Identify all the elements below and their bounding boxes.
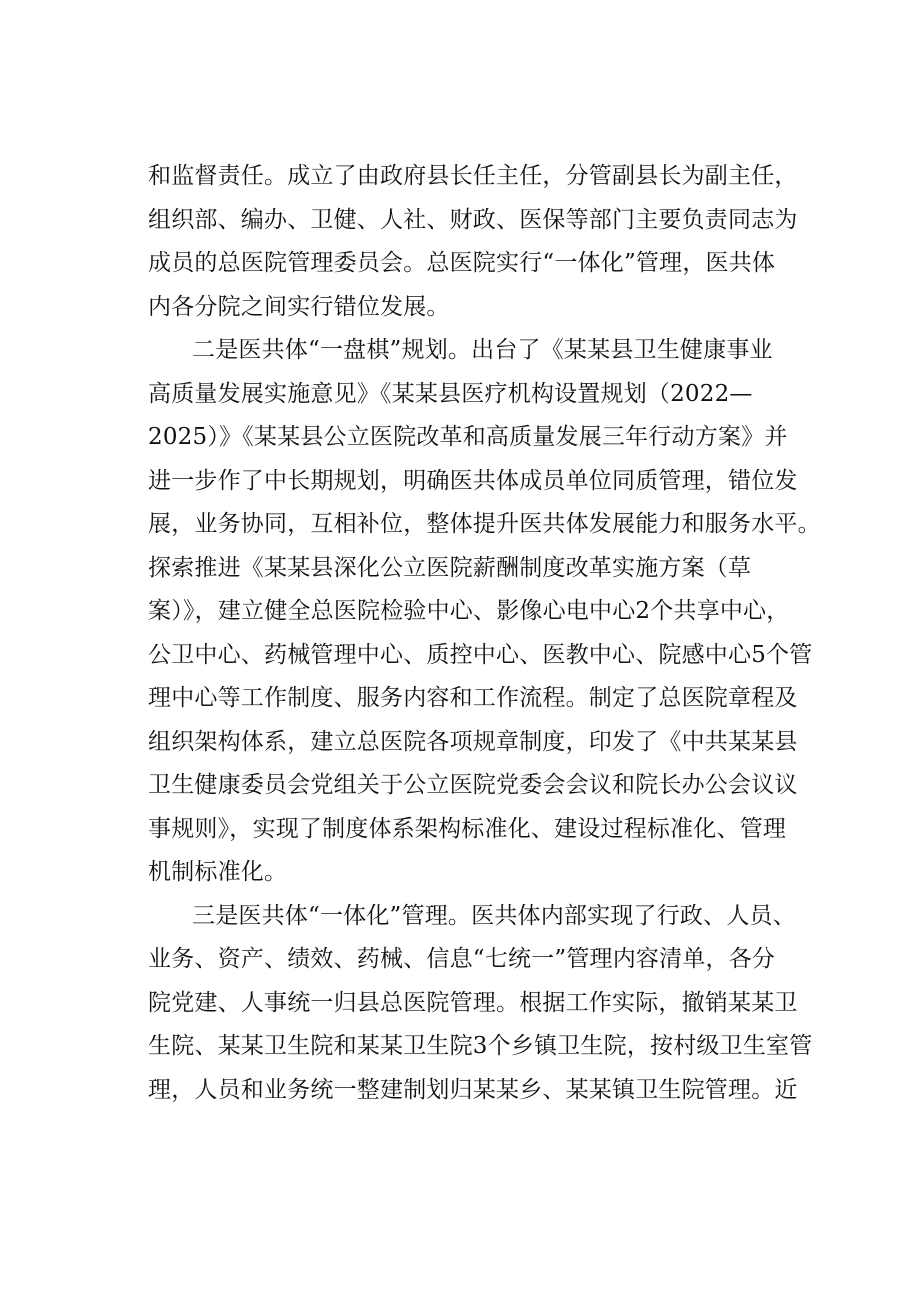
paragraph-2 bbox=[148, 329, 821, 895]
text-line: 进一步作了中长期规划，明确医共体成员单位同质管理，错位发 bbox=[148, 467, 798, 494]
text-line: 成员的总医院管理委员会。总医院实行“一体化”管理，医共体 bbox=[148, 250, 776, 276]
paragraph-3 bbox=[148, 895, 813, 1113]
paragraph-1 bbox=[148, 155, 808, 329]
text-line: 理中心等工作制度、服务内容和工作流程。制定了总医院章程及 bbox=[148, 685, 798, 711]
text-line: 和监督责任。成立了由政府县长任主任，分管副县长为副主任， bbox=[148, 163, 798, 189]
text-line: 高质量发展实施意见》《某某县医疗机构设置规划（2022— bbox=[148, 380, 753, 407]
text-line: 组织架构体系，建立总医院各项规章制度，印发了《中共某某县 bbox=[148, 728, 798, 755]
text-line: 生院、某某卫生院和某某卫生院3个乡镇卫生院，按村级卫生室管 bbox=[148, 1033, 813, 1059]
text-line: 业务、资产、绩效、药械、信息“七统一”管理内容清单，各分 bbox=[148, 946, 776, 972]
document-body bbox=[148, 155, 821, 1112]
text-line: 案）》，建立健全总医院检验中心、影像心电中心2个共享中心， bbox=[148, 598, 790, 624]
text-line: 院党建、人事统一归县总医院管理。根据工作实际，撤销某某卫 bbox=[148, 989, 798, 1016]
text-line: 展，业务协同，互相补位，整体提升医共体发展能力和服务水平。 bbox=[148, 511, 821, 537]
text-line: 内各分院之间实行错位发展。 bbox=[148, 293, 450, 320]
text-line: 2025）》《某某县公立医院改革和高质量发展三年行动方案》并 bbox=[148, 424, 788, 450]
text-line: 公卫中心、药械管理中心、质控中心、医教中心、院感中心5个管 bbox=[148, 641, 813, 668]
text-line: 理，人员和业务统一整建制划归某某乡、某某镇卫生院管理。近 bbox=[148, 1076, 798, 1103]
text-line: 三是医共体“一体化”管理。医共体内部实现了行政、人员、 bbox=[192, 902, 796, 929]
text-line: 组织部、编办、卫健、人社、财政、医保等部门主要负责同志为 bbox=[148, 206, 798, 233]
text-line: 机制标准化。 bbox=[148, 859, 288, 885]
text-line: 卫生健康委员会党组关于公立医院党委会会议和院长办公会议议 bbox=[148, 772, 798, 798]
text-line: 事规则》，实现了制度体系架构标准化、建设过程标准化、管理 bbox=[148, 815, 787, 842]
text-line: 探索推进《某某县深化公立医院薪酬制度改革实施方案（草 bbox=[148, 554, 752, 581]
text-line: 二是医共体“一盘棋”规划。出台了《某某县卫生健康事业 bbox=[192, 337, 773, 363]
